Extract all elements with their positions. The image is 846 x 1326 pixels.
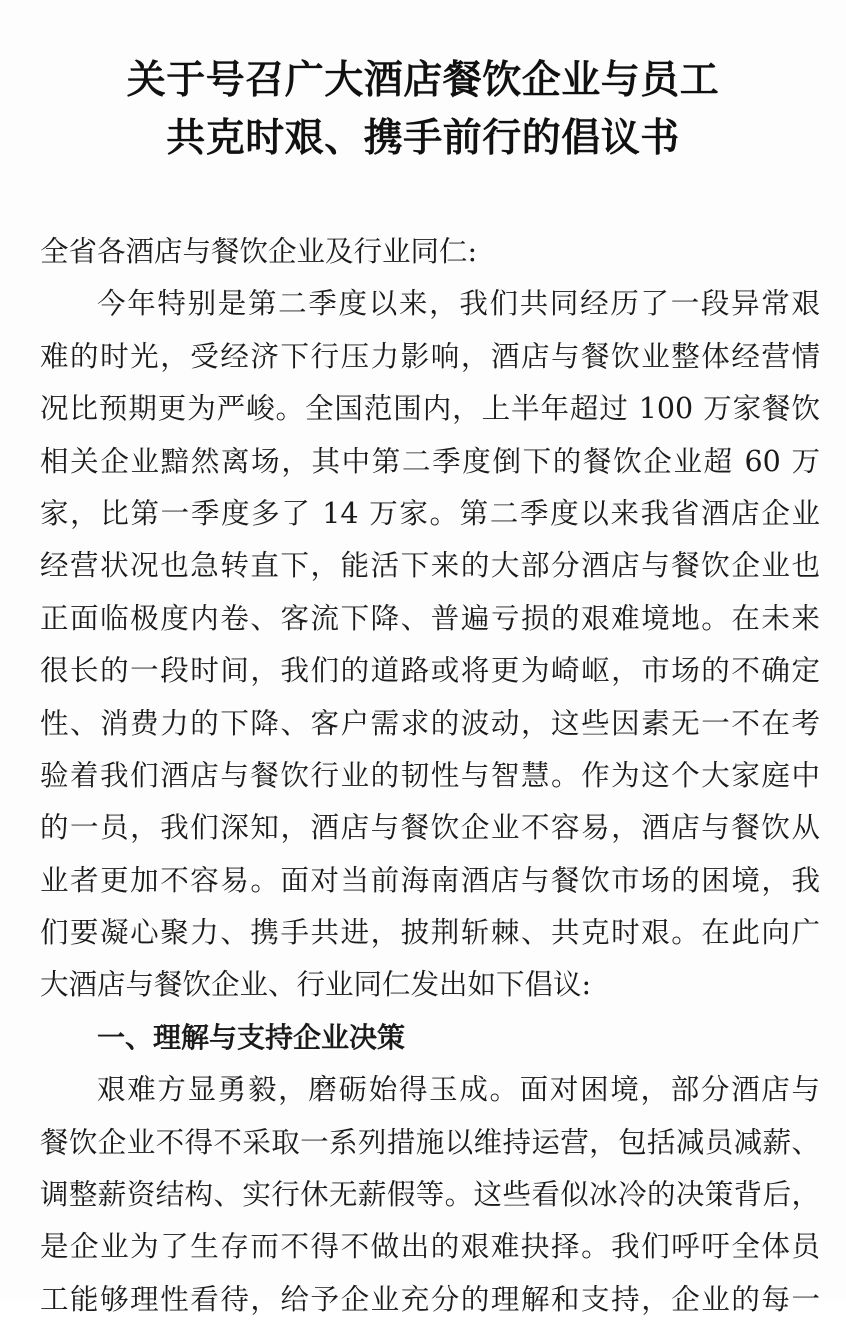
paragraph-line: 们要凝心聚力、携手共进，披荆斩棘、共克时艰。在此向广 <box>40 916 820 950</box>
paragraph-line: 工能够理性看待，给予企业充分的理解和支持，企业的每一 <box>40 1282 820 1316</box>
paragraph-line: 正面临极度内卷、客流下降、普遍亏损的艰难境地。在未来 <box>40 601 820 635</box>
paragraph-2 <box>40 1064 820 1326</box>
title-line-1: 关于号召广大酒店餐饮企业与员工 <box>126 58 720 103</box>
paragraph-line: 况比预期更为严峻。全国范围内，上半年超过 100 万家餐饮 <box>40 392 820 426</box>
paragraph-line: 餐饮企业不得不采取一系列措施以维持运营，包括减员减薪、 <box>40 1125 820 1159</box>
paragraph-line: 大酒店与餐饮企业、行业同仁发出如下倡议: <box>40 968 592 1002</box>
paragraph-line: 是企业为了生存而不得不做出的艰难抉择。我们呼吁全体员 <box>40 1230 820 1264</box>
paragraph-line: 经营状况也急转直下，能活下来的大部分酒店与餐饮企业也 <box>40 549 820 583</box>
paragraph-1 <box>40 278 820 1011</box>
title-line-2: 共克时艰、携手前行的倡议书 <box>166 116 680 161</box>
paragraph-line: 业者更加不容易。面对当前海南酒店与餐饮市场的困境，我 <box>40 863 820 897</box>
paragraph-line: 今年特别是第二季度以来，我们共同经历了一段异常艰 <box>97 287 820 321</box>
paragraph-line: 很长的一段时间，我们的道路或将更为崎岖，市场的不确定 <box>40 654 820 688</box>
paragraph-line: 调整薪资结构、实行休无薪假等。这些看似冰冷的决策背后， <box>40 1178 820 1212</box>
paragraph-line: 家，比第一季度多了 14 万家。第二季度以来我省酒店企业 <box>40 496 820 530</box>
paragraph-line: 难的时光，受经济下行压力影响，酒店与餐饮业整体经营情 <box>40 339 820 373</box>
section-heading: 一、理解与支持企业决策 <box>97 1020 406 1054</box>
document-body <box>40 226 820 1326</box>
paragraph-line: 性、消费力的下降、客户需求的波动，这些因素无一不在考 <box>40 706 820 740</box>
paragraph-line: 相关企业黯然离场，其中第二季度倒下的餐饮企业超 60 万 <box>40 444 820 478</box>
salutation: 全省各酒店与餐饮企业及行业同仁: <box>40 235 478 268</box>
paragraph-line: 艰难方显勇毅，磨砺始得玉成。面对困境，部分酒店与 <box>97 1073 820 1107</box>
document-title <box>0 52 846 168</box>
paragraph-line: 验着我们酒店与餐饮行业的韧性与智慧。作为这个大家庭中 <box>40 758 820 792</box>
paragraph-line: 的一员，我们深知，酒店与餐饮企业不容易，酒店与餐饮从 <box>40 811 820 845</box>
